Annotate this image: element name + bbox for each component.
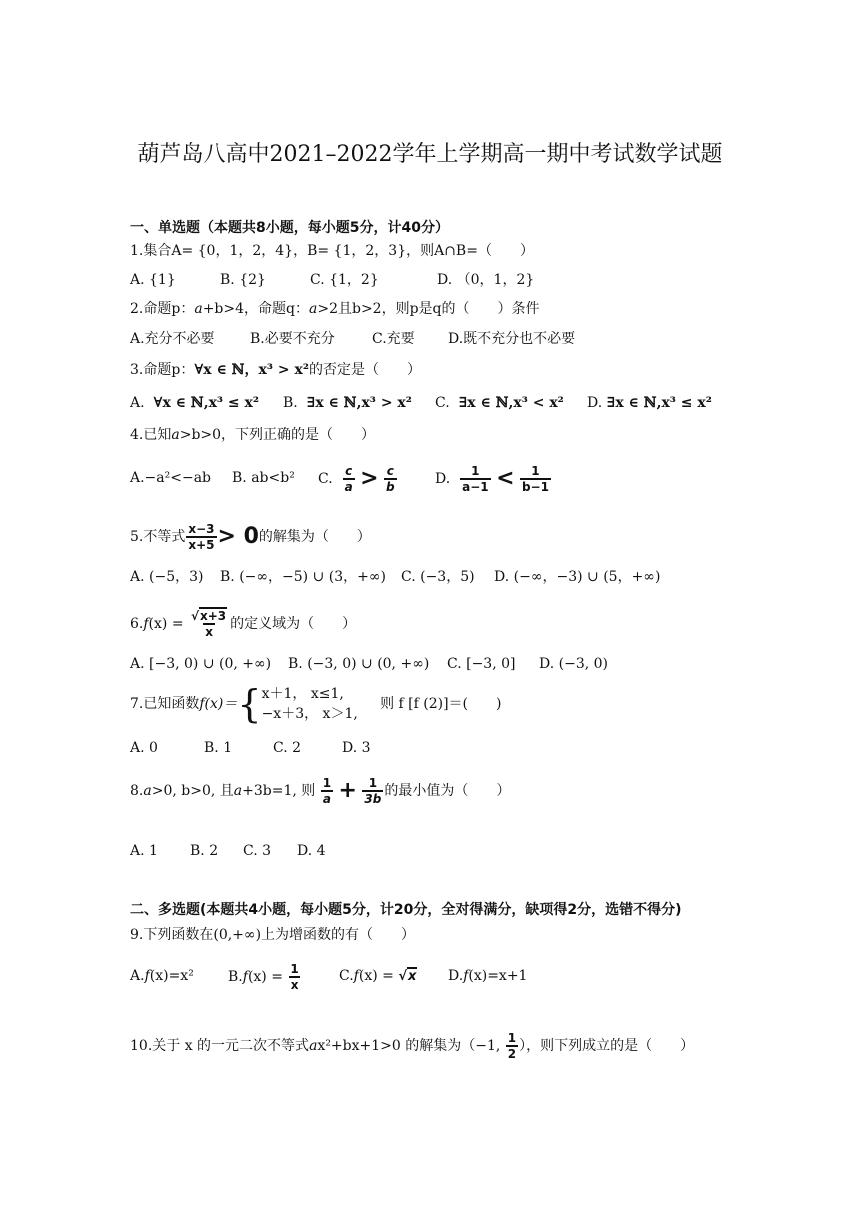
question-1-option-a: A. {1} — [130, 272, 176, 288]
question-7-option-b: B. 1 — [204, 740, 233, 756]
question-8-stem: 8.a>0, b>0, 且a+3b=1, 则 $\frac{1}{a}$ + $\frac{1}{3b}$ 的最小值为（ ） — [130, 776, 511, 806]
question-8-option-c: C. 3 — [243, 843, 272, 859]
question-5-option-d: D. (−∞，−3) ∪ (5，+∞) — [494, 569, 661, 585]
question-5-option-a: A. (−5，3) — [130, 569, 204, 585]
question-1-stem: 1.集合A= {0，1，2，4}，B= {1，2，3}，则A∩B=（ ） — [130, 243, 534, 259]
question-1-option-b: B. {2} — [220, 272, 266, 288]
question-7-option-d: D. 3 — [342, 740, 371, 756]
question-3-option-c: C. ∃x ∈ ℕ,x³ < x² — [435, 395, 564, 411]
question-5-option-c: C. (−3，5) — [401, 569, 475, 585]
question-6-stem: 6.f(x) = $\frac{√x+3}{x}$ 的定义域为（ ） — [130, 609, 357, 639]
question-7-piece-1: x＋1， x≤1, — [261, 686, 344, 702]
question-3-stem: 3.命题p：∀x ∈ ℕ，x³ > x²的否定是（ ） — [130, 362, 421, 378]
question-2-stem: 2.命题p：a+b>4，命题q：a>2且b>2，则p是q的（ ）条件 — [130, 301, 540, 317]
question-5-option-b: B. (−∞，−5) ∪ (3，+∞) — [220, 569, 386, 585]
question-6-option-c: C. [−3, 0] — [447, 656, 516, 672]
question-7-stem: 7.已知函数f(x)＝{ x＋1， x≤1, −x＋3， x＞1, 则 f [f (2)]＝( ) — [130, 682, 502, 726]
question-3-option-b: B. ∃x ∈ ℕ,x³ > x² — [283, 395, 412, 411]
question-7-option-c: C. 2 — [273, 740, 302, 756]
question-5-stem: 5.不等式 $\frac{x-3}{x+5}$ > 0的解集为（ ） — [130, 522, 371, 552]
question-8-option-d: D. 4 — [297, 843, 326, 859]
question-6-option-b: B. (−3, 0) ∪ (0, +∞) — [288, 656, 430, 672]
question-2-option-c: C.充要 — [372, 331, 415, 347]
question-7-option-a: A. 0 — [130, 740, 158, 756]
section-heading-multiple-choice: 二、多选题(本题共4小题，每小题5分，计20分，全对得满分，缺项得2分，选错不得分) — [130, 902, 682, 918]
page-title: 葫芦岛八高中2021–2022学年上学期高一期中考试数学试题 — [137, 142, 723, 167]
question-4-option-b: B. ab<b² — [232, 470, 295, 486]
question-9-option-d: D.f(x)=x+1 — [448, 968, 528, 984]
question-8-option-b: B. 2 — [190, 843, 219, 859]
question-1-option-c: C. {1，2} — [310, 272, 379, 288]
question-4-option-a: A.−a²<−ab — [130, 470, 212, 486]
question-2-option-a: A.充分不必要 — [130, 331, 215, 347]
question-7-piece-2: −x＋3， x＞1, — [261, 706, 358, 722]
question-10-stem: 10.关于 x 的一元二次不等式ax²+bx+1>0 的解集为（−1, $\frac{1}{2}$ ），则下列成立的是（ ） — [130, 1031, 695, 1061]
question-4-option-c: C. $\frac{c}{a}$ > $\frac{c}{b}$ — [318, 464, 395, 494]
question-9-stem: 9.下列函数在(0,+∞)上为增函数的有（ ） — [130, 927, 416, 943]
question-3-option-a: A. ∀x ∈ ℕ,x³ ≤ x² — [130, 395, 260, 411]
question-3-option-d: D. ∃x ∈ ℕ,x³ ≤ x² — [587, 395, 712, 411]
question-1-option-d: D. （0，1，2} — [437, 272, 535, 288]
question-9-option-c: C.f(x) = √x — [339, 968, 417, 984]
question-9-option-b: B.f(x) = $\frac{1}{x}$ — [228, 962, 299, 992]
question-2-option-d: D.既不充分也不必要 — [448, 331, 576, 347]
question-2-option-b: B.必要不充分 — [250, 331, 335, 347]
question-4-option-d: D. $\frac{1}{a-1}$ < $\frac{1}{b-1}$ — [435, 464, 549, 494]
question-3-formula: ∀x ∈ ℕ，x³ > x² — [194, 362, 309, 378]
question-8-option-a: A. 1 — [130, 843, 158, 859]
question-6-option-d: D. (−3, 0) — [539, 656, 608, 672]
section-heading-single-choice: 一、单选题（本题共8小题，每小题5分，计40分） — [130, 220, 449, 236]
question-4-stem: 4.已知a>b>0，下列正确的是（ ） — [130, 427, 376, 443]
question-9-option-a: A.f(x)=x² — [130, 968, 194, 984]
question-6-option-a: A. [−3, 0) ∪ (0, +∞) — [130, 656, 272, 672]
